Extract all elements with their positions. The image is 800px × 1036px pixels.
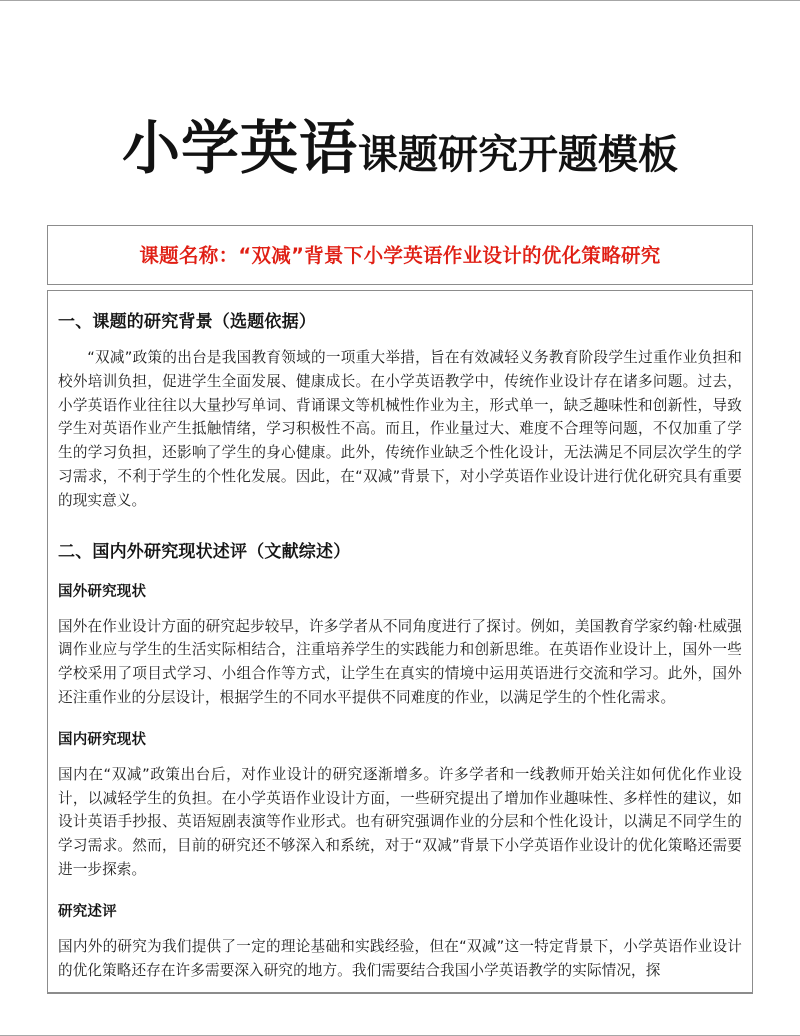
banner-title-highlight: 小学英语 (121, 114, 358, 182)
subheading-overseas-research: 国外研究现状 (58, 583, 147, 600)
section-heading-literature-review: 二、国内外研究现状述评（文献综述） (58, 541, 351, 562)
subject-title-cell (47, 225, 753, 285)
document-body-cell (47, 290, 753, 994)
document-table (47, 225, 753, 994)
paragraph-research-commentary: 国内外的研究为我们提供了一定的理论基础和实践经验，但在“双减”这一特定背景下，小学英语作业设计的优化策略还存在许多需要深入研究的地方。我们需要结合我国小学英语教学的实际情况，探 (58, 937, 742, 979)
subject-title-text: 课题名称：“双减”背景下小学英语作业设计的优化策略研究 (139, 244, 661, 267)
paragraph-overseas-research: 国外在作业设计方面的研究起步较早，许多学者从不同角度进行了探讨。例如，美国教育学家约翰·杜威强调作业应与学生的生活实际相结合，注重培养学生的实践能力和创新思维。在英语作业设计上，国外一些学校采用了项目式学习、小组合作等方式，让学生在真实的情境中运用英语进行交流和学习。此外，国外还注重作业的分层设计，根据学生的不同水平提供不同难度的作业，以满足学生的个性化需求。 (58, 617, 742, 706)
page-banner-title (0, 1, 800, 182)
banner-title-rest: 课题研究开题模板 (358, 132, 678, 178)
subheading-domestic-research: 国内研究现状 (58, 731, 147, 748)
subheading-research-commentary: 研究述评 (58, 903, 117, 920)
section-heading-research-background: 一、课题的研究背景（选题依据） (58, 312, 316, 332)
section-paragraph-research-background: “双减”政策的出台是我国教育领域的一项重大举措，旨在有效减轻义务教育阶段学生过重作业负担和校外培训负担，促进学生全面发展、健康成长。在小学英语教学中，传统作业设计存在诸多问题。过去，小学英语作业往往以大量抄写单词、背诵课文等机械性作业为主，形式单一，缺乏趣味性和创新性，导致学生对英语作业产生抵触情绪，学习积极性不高。而且，作业量过大、难度不合理等问题，不仅加重了学生的学习负担，还影响了学生的身心健康。此外，传统作业缺乏个性化设计，无法满足不同层次学生的学习需求，不利于学生的个性化发展。因此，在“双减”背景下，对小学英语作业设计进行优化研究具有重要的现实意义。 (58, 349, 742, 509)
paragraph-domestic-research: 国内在“双减”政策出台后，对作业设计的研究逐渐增多。许多学者和一线教师开始关注如何优化作业设计，以减轻学生的负担。在小学英语作业设计方面，一些研究提出了增加作业趣味性、多样性的建议，如设计英语手抄报、英语短剧表演等作业形式。也有研究强调作业的分层和个性化设计，以满足不同学生的学习需求。然而，目前的研究还不够深入和系统，对于“双减”背景下小学英语作业设计的优化策略还需要进一步探索。 (58, 765, 742, 878)
paragraph-spacer (58, 513, 742, 531)
